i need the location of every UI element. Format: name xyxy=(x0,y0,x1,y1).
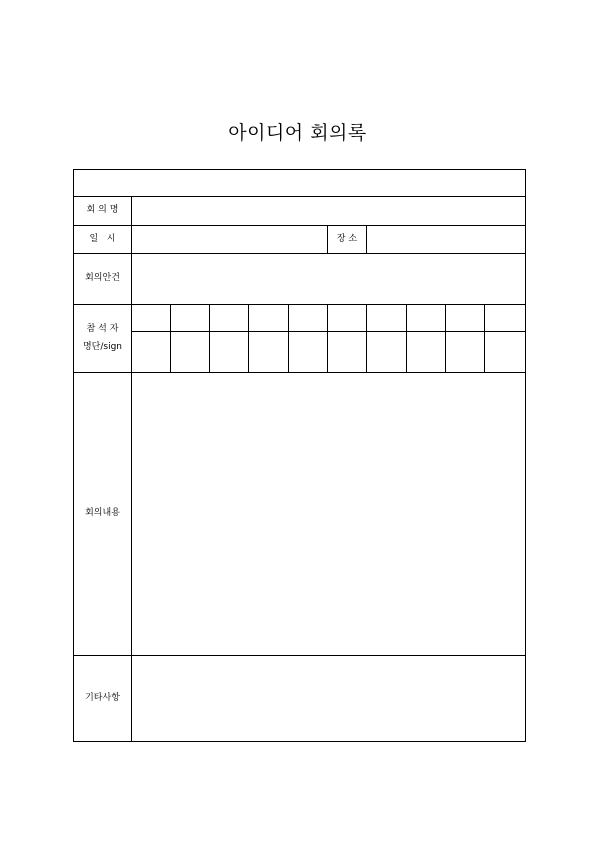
attendee-name-cell[interactable] xyxy=(210,305,249,332)
meeting-minutes-form xyxy=(73,169,526,742)
content-label: 회의내용 xyxy=(74,373,132,656)
agenda-label: 회의안건 xyxy=(74,254,132,305)
other-field[interactable] xyxy=(132,656,526,742)
place-label: 장 소 xyxy=(328,226,367,254)
attendee-sign-cell[interactable] xyxy=(485,332,526,373)
attendee-name-cell[interactable] xyxy=(171,305,210,332)
attendee-sign-cell[interactable] xyxy=(132,332,171,373)
attendee-sign-cell[interactable] xyxy=(407,332,446,373)
agenda-row xyxy=(74,254,526,305)
datetime-place-row xyxy=(74,226,526,254)
attendee-sign-cell[interactable] xyxy=(289,332,328,373)
attendees-label xyxy=(74,305,132,373)
attendees-label-line2: 명단/sign xyxy=(82,341,123,352)
attendee-sign-cell[interactable] xyxy=(249,332,289,373)
attendee-name-cell[interactable] xyxy=(289,305,328,332)
meeting-name-row xyxy=(74,197,526,226)
attendee-name-cell[interactable] xyxy=(328,305,367,332)
attendee-name-cell[interactable] xyxy=(485,305,526,332)
header-row xyxy=(74,170,526,197)
datetime-label: 일 시 xyxy=(74,226,132,254)
meeting-name-label: 회 의 명 xyxy=(74,197,132,226)
attendee-sign-cell[interactable] xyxy=(367,332,407,373)
header-cell xyxy=(74,170,526,197)
attendee-name-cell[interactable] xyxy=(407,305,446,332)
attendee-sign-cell[interactable] xyxy=(446,332,485,373)
attendee-name-cell[interactable] xyxy=(249,305,289,332)
place-field[interactable] xyxy=(367,226,526,254)
attendee-sign-cell[interactable] xyxy=(210,332,249,373)
attendee-sign-cell[interactable] xyxy=(171,332,210,373)
attendee-signs-row xyxy=(74,332,526,373)
content-row xyxy=(74,373,526,656)
document-title: 아이디어 회의록 xyxy=(228,122,367,144)
attendee-names-row xyxy=(74,305,526,332)
meeting-name-field[interactable] xyxy=(132,197,526,226)
other-row xyxy=(74,656,526,742)
other-label: 기타사항 xyxy=(74,656,132,742)
attendees-label-line1: 참 석 자 xyxy=(86,324,119,335)
agenda-field[interactable] xyxy=(132,254,526,305)
content-field[interactable] xyxy=(132,373,526,656)
attendee-name-cell[interactable] xyxy=(132,305,171,332)
datetime-field[interactable] xyxy=(132,226,328,254)
attendee-name-cell[interactable] xyxy=(367,305,407,332)
attendee-name-cell[interactable] xyxy=(446,305,485,332)
attendee-sign-cell[interactable] xyxy=(328,332,367,373)
